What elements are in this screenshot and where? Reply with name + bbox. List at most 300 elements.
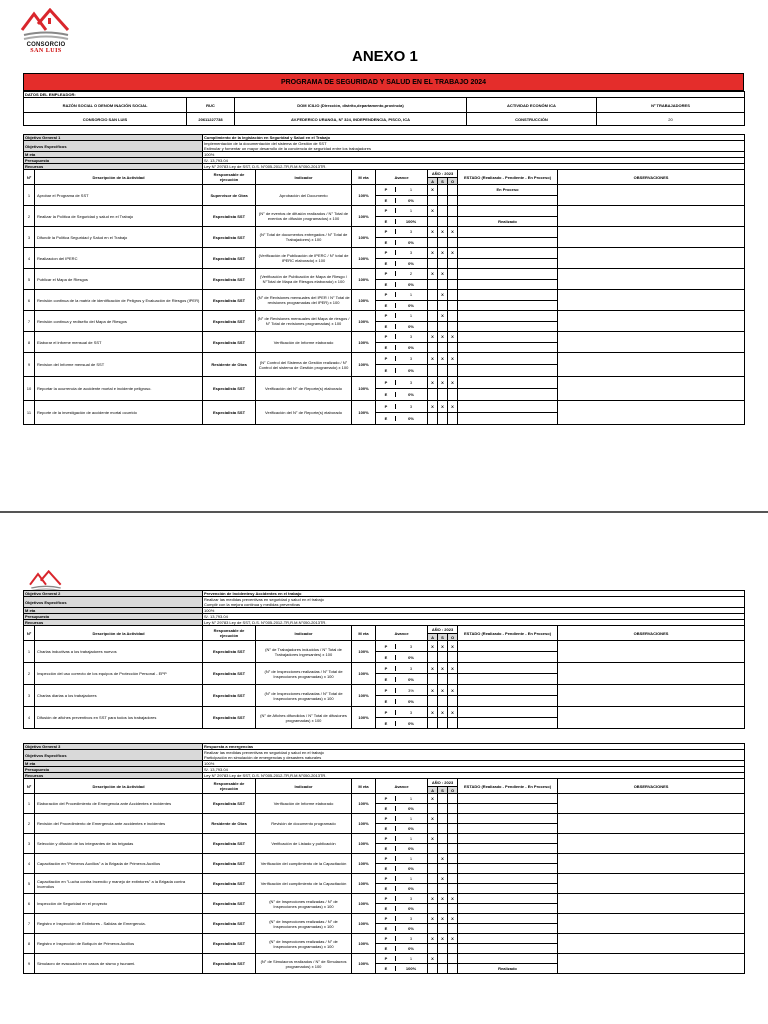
header-o: O: [448, 178, 458, 185]
mark-o-e: [448, 904, 458, 914]
avance-p-value: 3: [409, 896, 413, 901]
avance-e-value: 0%: [408, 906, 414, 911]
mark-o: X: [448, 914, 458, 924]
mark-a: X: [428, 206, 438, 217]
activity-number: 1: [24, 794, 35, 814]
mark-o-e: [448, 964, 458, 974]
avance-p-value: 3: [409, 380, 413, 385]
avance-p-value: 1: [409, 876, 413, 881]
mark-o-e: [448, 824, 458, 834]
header-responsable: Responsable de ejecución: [203, 170, 256, 185]
activity-indicator: Aprobación del Documento: [256, 185, 352, 206]
avance-p-cell: [376, 814, 428, 824]
avance-p-value: 1: [409, 956, 413, 961]
activity-estado: [458, 353, 558, 365]
activity-meta: 100%: [352, 874, 376, 894]
activity-estado: [458, 934, 558, 944]
objective-label: Objetivo General 1: [24, 135, 203, 141]
avance-p-cell: [376, 934, 428, 944]
mark-o-e: [448, 944, 458, 954]
avance-p-wrap: [377, 644, 426, 649]
mark-o-e: [448, 195, 458, 206]
avance-e-wrap: [377, 392, 426, 397]
mark-a: X: [428, 914, 438, 924]
activity-responsible: Especialista SST: [203, 954, 256, 974]
avance-e-wrap: [377, 826, 426, 831]
avance-p-wrap: [377, 187, 426, 192]
activity-indicator: Verificación del N° de Reporte(s) elaborado: [256, 377, 352, 401]
avance-e-label: E: [377, 946, 396, 951]
header-avance: Avance: [376, 626, 428, 641]
activity-estado-e: [458, 279, 558, 290]
activity-responsible: Especialista SST: [203, 377, 256, 401]
activity-observaciones: [558, 332, 745, 353]
header-a: A: [428, 634, 438, 641]
activity-observaciones: [558, 894, 745, 914]
avance-e-wrap: [377, 261, 426, 266]
avance-e-value: 100%: [405, 966, 417, 971]
objective-label: Objetivo General 3: [24, 744, 203, 750]
avance-p-value: 1: [409, 816, 413, 821]
mark-s-e: [438, 964, 448, 974]
activity-meta: 100%: [352, 794, 376, 814]
avance-p-wrap: [377, 292, 426, 297]
avance-e-value: 0%: [408, 866, 414, 871]
header-observaciones: OBSERVACIONES: [558, 779, 745, 794]
avance-e-value: 0%: [408, 323, 414, 329]
avance-e-cell: [376, 944, 428, 954]
avance-p-cell: [376, 311, 428, 322]
avance-e-value: 0%: [408, 344, 414, 350]
header-num: Nº: [24, 626, 35, 641]
table-row: [24, 685, 745, 696]
avance-p-cell: [376, 914, 428, 924]
mark-s: X: [438, 377, 448, 389]
mark-s-e: [438, 696, 448, 707]
avance-p-label: P: [377, 916, 396, 921]
mark-a: X: [428, 248, 438, 259]
activity-number: 2: [24, 663, 35, 685]
mark-o: X: [448, 707, 458, 718]
mark-s: [438, 834, 448, 844]
avance-p-wrap: [377, 916, 426, 921]
mark-s-e: [438, 844, 448, 854]
presupuesto-label: Presupuesto: [24, 767, 203, 773]
activity-number: 3: [24, 227, 35, 248]
avance-e-cell: [376, 300, 428, 311]
activity-responsible: Especialista SST: [203, 685, 256, 707]
header-descripcion: Descripción de la Actividad: [35, 779, 203, 794]
avance-p-value: 3: [409, 709, 413, 715]
table-row: [24, 401, 745, 413]
activity-estado: [458, 894, 558, 904]
recursos-label: Recursos: [24, 773, 203, 779]
table-row: [24, 206, 745, 217]
activity-number: 8: [24, 934, 35, 954]
mark-a-e: [428, 342, 438, 353]
mark-o: [448, 311, 458, 322]
avance-e-label: E: [377, 677, 396, 682]
activity-number: 7: [24, 311, 35, 332]
avance-p-cell: [376, 663, 428, 674]
activity-observaciones: [558, 954, 745, 974]
activity-meta: 100%: [352, 934, 376, 954]
specific-objectives: [203, 141, 745, 152]
activity-meta: 100%: [352, 894, 376, 914]
avance-e-label: E: [377, 806, 396, 811]
activity-observaciones: [558, 401, 745, 425]
activity-meta: 100%: [352, 914, 376, 934]
recursos-value: Ley N° 29783 Ley de SST, D.S. N°005-2012-TR,R.M.N°050-2013TR.: [203, 164, 745, 170]
activity-estado-e: [458, 321, 558, 332]
mark-a-e: [428, 824, 438, 834]
activity-number: 10: [24, 377, 35, 401]
activity-description: Reporte de la investigación de accidente mortal ocurrido: [35, 401, 203, 425]
mark-a-e: [428, 924, 438, 934]
avance-p-label: P: [377, 644, 396, 649]
mark-a-e: [428, 964, 438, 974]
activity-description: Realizar la Política de Seguridad y salud en el Trabajo: [35, 206, 203, 227]
activity-indicator: (N° de Trabajadores inducidos / N° Total de Trabajadores ingresantes) x 100: [256, 641, 352, 663]
avance-e-cell: [376, 195, 428, 206]
mark-s-e: [438, 258, 448, 269]
mark-s-e: [438, 944, 448, 954]
avance-e-value: 0%: [408, 302, 414, 308]
activity-description: Simulacro de evacuación en casos de sismo y tsunami.: [35, 954, 203, 974]
mark-s: X: [438, 874, 448, 884]
activity-observaciones: [558, 914, 745, 934]
activity-number: 3: [24, 685, 35, 707]
table-row: [24, 641, 745, 652]
avance-e-wrap: [377, 368, 426, 373]
mark-s-e: [438, 904, 448, 914]
activity-description: Difundir la Política Seguridad y Salud en el Trabajo: [35, 227, 203, 248]
mark-o-e: [448, 652, 458, 663]
mark-o-e: [448, 674, 458, 685]
activity-responsible: Supervisor de Obra: [203, 185, 256, 206]
mark-a-e: [428, 300, 438, 311]
mark-s: X: [438, 663, 448, 674]
mark-s-e: [438, 216, 448, 227]
presupuesto-value: S/. 13,793.04: [203, 614, 745, 620]
activity-estado-e: [458, 342, 558, 353]
avance-p-wrap: [377, 688, 426, 693]
mark-s: X: [438, 914, 448, 924]
activity-meta: 100%: [352, 814, 376, 834]
avance-e-label: E: [377, 866, 396, 871]
recursos-label: Recursos: [24, 620, 203, 626]
avance-e-cell: [376, 884, 428, 894]
header-indicador: Indicador: [256, 779, 352, 794]
specific-objectives-label: Objetivos Especificos: [24, 141, 203, 152]
mark-a-e: [428, 944, 438, 954]
avance-p-wrap: [377, 856, 426, 861]
avance-e-cell: [376, 389, 428, 401]
meta-value: 100%: [203, 761, 745, 767]
activity-estado-e: [458, 258, 558, 269]
mark-o-e: [448, 389, 458, 401]
avance-e-value: 0%: [408, 654, 414, 660]
mark-s: [438, 206, 448, 217]
header-num: Nº: [24, 170, 35, 185]
avance-e-cell: [376, 365, 428, 377]
avance-e-value: 0%: [408, 698, 414, 704]
specific-objectives-label: Objetivos Especificos: [24, 597, 203, 608]
activity-meta: 100%: [352, 248, 376, 269]
avance-p-value: 1: [409, 208, 413, 214]
activity-meta: 100%: [352, 401, 376, 425]
activity-estado: [458, 401, 558, 413]
mark-a: X: [428, 954, 438, 964]
avance-e-cell: [376, 216, 428, 227]
activity-indicator: Verificación de Listado y publicación: [256, 834, 352, 854]
activity-number: 8: [24, 332, 35, 353]
avance-e-wrap: [377, 806, 426, 811]
avance-e-wrap: [377, 345, 426, 350]
activity-responsible: Especialista SST: [203, 248, 256, 269]
activity-number: 5: [24, 874, 35, 894]
employer-domicilio: AV.FEDERICO URANGA, N° 324, INDEPENDENCIA, PISCO, ICA: [235, 113, 467, 126]
avance-p-label: P: [377, 956, 396, 961]
mark-a: X: [428, 685, 438, 696]
activity-responsible: Especialista SST: [203, 401, 256, 425]
avance-e-wrap: [377, 655, 426, 660]
activity-meta: 100%: [352, 854, 376, 874]
avance-e-label: E: [377, 699, 396, 704]
activity-estado: [458, 914, 558, 924]
activity-estado: [458, 311, 558, 322]
mark-o: X: [448, 894, 458, 904]
avance-p-label: P: [377, 208, 396, 213]
activity-number: 9: [24, 954, 35, 974]
avance-p-value: 1: [409, 796, 413, 801]
header-descripcion: Descripción de la Actividad: [35, 170, 203, 185]
mark-o: X: [448, 227, 458, 238]
employer-header-razon: RAZÓN SOCIAL O DENOM INACIÓN SOCIAL: [24, 98, 187, 113]
specific-objective: Estimular y fomentar un mayor desarrollo de la conciencia de seguridad entre los trabajadores: [204, 146, 371, 151]
program-title: PROGRAMA DE SEGURIDAD Y SALUD EN EL TRABAJO 2024: [23, 73, 744, 91]
mark-a-e: [428, 674, 438, 685]
mark-s-e: [438, 389, 448, 401]
header-s: S: [438, 178, 448, 185]
mark-s-e: [438, 365, 448, 377]
avance-e-value: 0%: [408, 676, 414, 682]
activity-indicator: (N° de Inspecciones realizadas / N° de Inspecciones programadas) x 100: [256, 894, 352, 914]
header-meta: M eta: [352, 170, 376, 185]
mark-o-e: [448, 696, 458, 707]
employer-header-ruc: RUC: [187, 98, 235, 113]
avance-e-label: E: [377, 846, 396, 851]
activity-description: Inspección del uso correcto de los equipos de Protección Personal - EPP: [35, 663, 203, 685]
activity-estado-e: [458, 300, 558, 311]
avance-e-label: E: [377, 826, 396, 831]
avance-p-label: P: [377, 836, 396, 841]
avance-e-label: E: [377, 303, 396, 308]
activity-estado-e: [458, 389, 558, 401]
activity-observaciones: [558, 311, 745, 332]
avance-e-label: E: [377, 392, 396, 397]
avance-e-value: 0%: [408, 392, 414, 397]
mark-s: [438, 814, 448, 824]
avance-e-label: E: [377, 198, 396, 203]
avance-e-label: E: [377, 368, 396, 373]
avance-e-cell: [376, 258, 428, 269]
activity-meta: 100%: [352, 954, 376, 974]
table-row: [24, 663, 745, 674]
activity-observaciones: [558, 707, 745, 729]
activity-responsible: Especialista SST: [203, 834, 256, 854]
mark-o: X: [448, 248, 458, 259]
avance-p-value: 1: [409, 836, 413, 841]
activity-meta: 100%: [352, 353, 376, 377]
activity-estado: En Proceso: [458, 185, 558, 196]
avance-p-cell: [376, 227, 428, 238]
mark-o-e: [448, 321, 458, 332]
header-avance: Avance: [376, 779, 428, 794]
mark-o-e: [448, 804, 458, 814]
activity-estado: [458, 834, 558, 844]
avance-e-value: 0%: [408, 720, 414, 726]
activity-estado-e: [458, 718, 558, 729]
recursos-value: Ley N° 29783 Ley de SST, D.S. N°005-2012-TR,R.M.N°050-2013TR.: [203, 773, 745, 779]
mark-s: X: [438, 707, 448, 718]
activity-description: Publicar el Mapa de Riesgos: [35, 269, 203, 290]
header-a: A: [428, 178, 438, 185]
activity-number: 4: [24, 854, 35, 874]
activity-description: Charlas inductivas a los trabajadores nuevos: [35, 641, 203, 663]
mark-o: [448, 854, 458, 864]
mark-o-e: [448, 864, 458, 874]
mark-a-e: [428, 237, 438, 248]
activity-estado: [458, 332, 558, 343]
activity-indicator: (N° de Revisiones mensuales del IPER / N° Total de revisiones programadas del IPER) x 100: [256, 290, 352, 311]
employer-header-trabajadores: Nº TRABAJADORES: [597, 98, 745, 113]
activity-responsible: Especialista SST: [203, 663, 256, 685]
mark-s: [438, 185, 448, 196]
avance-p-label: P: [377, 250, 396, 255]
header-anio: AÑO : 2023: [428, 779, 458, 787]
activity-meta: 100%: [352, 290, 376, 311]
mark-o: [448, 874, 458, 884]
activity-estado: [458, 227, 558, 238]
avance-p-value: 3: [409, 229, 413, 235]
mark-s: X: [438, 248, 448, 259]
activity-number: 5: [24, 269, 35, 290]
mark-a-e: [428, 904, 438, 914]
meta-label: M eta: [24, 608, 203, 614]
avance-e-value: 0%: [408, 806, 414, 811]
employer-table: [23, 91, 745, 126]
activity-estado-e: [458, 944, 558, 954]
table-row: [24, 794, 745, 804]
avance-e-cell: [376, 864, 428, 874]
avance-e-label: E: [377, 721, 396, 726]
mark-o-e: [448, 279, 458, 290]
mark-a: X: [428, 227, 438, 238]
activity-description: Selección y difusión de los integrantes de las brigadas: [35, 834, 203, 854]
mark-o: [448, 290, 458, 301]
activity-estado-e: [458, 804, 558, 814]
avance-e-label: E: [377, 282, 396, 287]
mark-s: X: [438, 894, 448, 904]
table-row: [24, 834, 745, 844]
avance-e-wrap: [377, 846, 426, 851]
activity-responsible: Especialista SST: [203, 894, 256, 914]
specific-objective: Realizar las medidas preventivas en seguridad y salud en el trabajo: [204, 750, 324, 755]
mark-a: [428, 311, 438, 322]
avance-p-cell: [376, 353, 428, 365]
mark-s: X: [438, 332, 448, 343]
mark-o: [448, 185, 458, 196]
activity-estado: [458, 377, 558, 389]
avance-p-label: P: [377, 229, 396, 234]
activity-indicator: (N° de Inspecciones realizadas / N° Total de Inspecciones programadas) x 100: [256, 663, 352, 685]
header-meta: M eta: [352, 779, 376, 794]
mark-o: X: [448, 377, 458, 389]
activity-indicator: (Verificación de Publicación de Mapa de Riesgo / N°Total de Mapa de Riesgos elaborado) x 100: [256, 269, 352, 290]
activity-estado-e: [458, 844, 558, 854]
avance-p-cell: [376, 332, 428, 343]
avance-p-cell: [376, 954, 428, 964]
mark-a-e: [428, 413, 438, 425]
activity-observaciones: [558, 834, 745, 854]
avance-p-label: P: [377, 936, 396, 941]
avance-p-value: 3%: [408, 687, 414, 693]
header-avance: Avance: [376, 170, 428, 185]
activity-meta: 100%: [352, 332, 376, 353]
avance-e-wrap: [377, 926, 426, 931]
avance-e-label: E: [377, 261, 396, 266]
mark-o-e: [448, 300, 458, 311]
avance-e-value: 0%: [408, 260, 414, 266]
avance-p-value: 1: [409, 292, 413, 298]
mark-a: [428, 854, 438, 864]
avance-p-cell: [376, 894, 428, 904]
avance-e-value: 0%: [408, 926, 414, 931]
avance-e-value: 0%: [408, 368, 414, 373]
activity-observaciones: [558, 874, 745, 894]
mark-o-e: [448, 237, 458, 248]
activity-responsible: Residente de Obra: [203, 353, 256, 377]
presupuesto-value: S/. 13,793.04: [203, 767, 745, 773]
activity-estado: [458, 954, 558, 964]
avance-e-cell: [376, 804, 428, 814]
mark-a-e: [428, 804, 438, 814]
avance-p-wrap: [377, 816, 426, 821]
avance-p-cell: [376, 794, 428, 804]
avance-e-cell: [376, 904, 428, 914]
mark-a: X: [428, 894, 438, 904]
page-2: [0, 514, 768, 1024]
avance-e-wrap: [377, 282, 426, 287]
activity-number: 9: [24, 353, 35, 377]
activity-observaciones: [558, 290, 745, 311]
mark-a: X: [428, 332, 438, 343]
sst-table-3: [23, 743, 745, 974]
mark-o: X: [448, 353, 458, 365]
mark-s-e: [438, 652, 448, 663]
avance-e-cell: [376, 824, 428, 834]
employer-ruc: 20611227738: [187, 113, 235, 126]
header-meta: M eta: [352, 626, 376, 641]
mark-s: X: [438, 269, 448, 280]
activity-estado-e: [458, 674, 558, 685]
mark-a: X: [428, 269, 438, 280]
mark-a-e: [428, 365, 438, 377]
mark-o-e: [448, 924, 458, 934]
avance-e-wrap: [377, 416, 426, 421]
mark-a: X: [428, 707, 438, 718]
